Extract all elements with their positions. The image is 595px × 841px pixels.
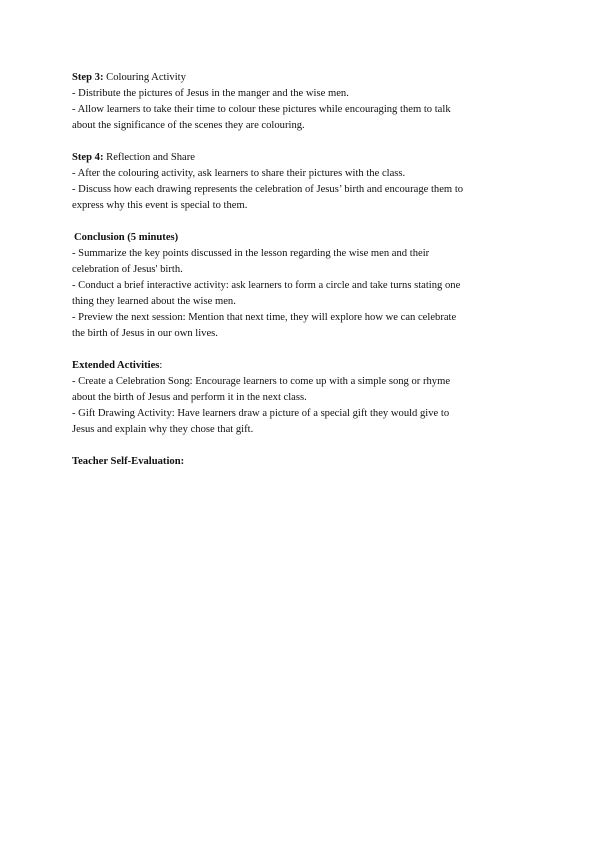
paragraph-line: - Distribute the pictures of Jesus in the manger and the wise men. xyxy=(72,88,349,99)
heading-bold: Conclusion (5 minutes) xyxy=(74,232,179,243)
paragraph-line: - Create a Celebration Song: Encourage learners to come up with a simple song or rhyme xyxy=(72,376,451,387)
extended-activities-section xyxy=(72,358,532,438)
paragraph-line: - After the colouring activity, ask learners to share their pictures with the class. xyxy=(72,168,406,179)
paragraph-line: Jesus and explain why they chose that gift. xyxy=(72,424,254,435)
paragraph-line: - Conduct a brief interactive activity: ask learners to form a circle and take turns stating one xyxy=(72,280,461,291)
teacher-self-evaluation-section xyxy=(72,454,532,470)
paragraph-line: - Discuss how each drawing represents the celebration of Jesus’ birth and encourage them to xyxy=(72,184,464,195)
paragraph-line: express why this event is special to them. xyxy=(72,200,248,211)
step-4-section xyxy=(72,150,532,214)
heading-bold: Step 4: xyxy=(72,152,104,163)
paragraph-line: - Allow learners to take their time to colour these pictures while encouraging them to talk xyxy=(72,104,451,115)
section-heading xyxy=(72,150,532,166)
section-heading xyxy=(72,70,532,86)
conclusion-section xyxy=(72,230,532,342)
paragraph-line: thing they learned about the wise men. xyxy=(72,296,236,307)
paragraph-line: - Preview the next session: Mention that next time, they will explore how we can celebrate xyxy=(72,312,457,323)
section-heading xyxy=(72,358,532,374)
step-3-section xyxy=(72,70,532,134)
heading-bold: Step 3: xyxy=(72,72,104,83)
paragraph-line: - Gift Drawing Activity: Have learners draw a picture of a special gift they would give to xyxy=(72,408,450,419)
heading-bold: Extended Activities xyxy=(72,360,160,371)
heading-rest: : xyxy=(159,360,163,371)
paragraph-line: - Summarize the key points discussed in the lesson regarding the wise men and their xyxy=(72,248,430,259)
paragraph-line: about the birth of Jesus and perform it in the next class. xyxy=(72,392,307,403)
heading-rest: Reflection and Share xyxy=(103,152,195,163)
heading-rest: Colouring Activity xyxy=(103,72,186,83)
paragraph-line: about the significance of the scenes they are colouring. xyxy=(72,120,305,131)
heading-bold: Teacher Self-Evaluation: xyxy=(72,456,185,467)
section-heading xyxy=(72,454,532,470)
paragraph-line: the birth of Jesus in our own lives. xyxy=(72,328,218,339)
document-page xyxy=(72,70,532,486)
section-heading xyxy=(72,230,532,246)
paragraph-line: celebration of Jesus' birth. xyxy=(72,264,183,275)
